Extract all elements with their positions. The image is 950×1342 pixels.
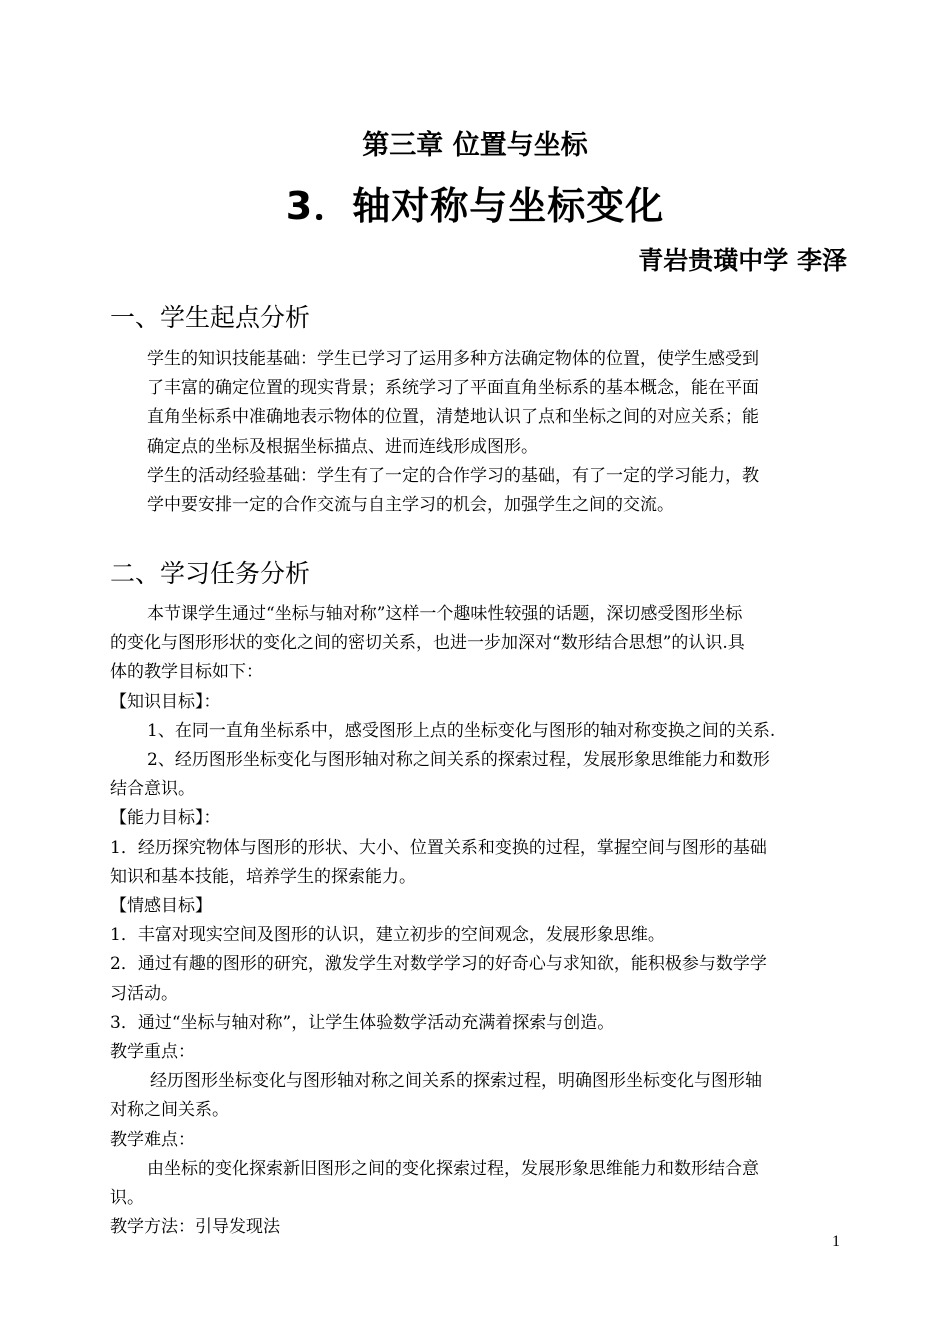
text-line: 对称之间关系。 bbox=[110, 1100, 229, 1121]
text-line: 经历图形坐标变化与图形轴对称之间关系的探索过程，明确图形坐标变化与图形轴 bbox=[150, 1071, 762, 1092]
chapter-heading: 第三章 位置与坐标 bbox=[362, 130, 588, 161]
text-line: 1．丰富对现实空间及图形的认识，建立初步的空间观念，发展形象思维。 bbox=[110, 925, 665, 946]
text-line: 结合意识。 bbox=[110, 779, 195, 800]
page-number: 1 bbox=[832, 1233, 840, 1250]
text-line: 的变化与图形形状的变化之间的密切关系，也进一步加深对“数形结合思想”的认识.具 bbox=[110, 633, 745, 654]
text-line: 3．通过“坐标与轴对称”，让学生体验数学活动充满着探索与创造。 bbox=[110, 1012, 615, 1033]
lesson-title: 3．轴对称与坐标变化 bbox=[285, 184, 665, 228]
text-line: 1．经历探究物体与图形的形状、大小、位置关系和变换的过程，掌握空间与图形的基础 bbox=[110, 837, 767, 858]
section-heading-task-analysis: 二、学习任务分析 bbox=[110, 559, 311, 588]
text-line: 由坐标的变化探索新旧图形之间的变化探索过程，发展形象思维能力和数形结合意 bbox=[147, 1158, 759, 1179]
teaching-method-line: 教学方法：引导发现法 bbox=[110, 1217, 280, 1238]
section-heading-student-analysis: 一、学生起点分析 bbox=[110, 303, 311, 332]
text-line: 习活动。 bbox=[110, 983, 178, 1004]
text-line: 2、经历图形坐标变化与图形轴对称之间关系的探索过程，发展形象思维能力和数形 bbox=[147, 750, 770, 771]
text-line: 2．通过有趣的图形的研究，激发学生对数学学习的好奇心与求知欲，能积极参与数学学 bbox=[110, 954, 767, 975]
text-line: 识。 bbox=[110, 1188, 144, 1209]
text-line: 学中要安排一定的合作交流与自主学习的机会，加强学生之间的交流。 bbox=[147, 495, 674, 516]
task-analysis-body bbox=[110, 600, 850, 1242]
text-line: 了丰富的确定位置的现实背景；系统学习了平面直角坐标系的基本概念，能在平面 bbox=[147, 378, 759, 399]
text-line: 知识和基本技能，培养学生的探索能力。 bbox=[110, 866, 416, 887]
ability-goal-label: 【能力目标】： bbox=[110, 808, 221, 829]
text-line: 确定点的坐标及根据坐标描点、进而连线形成图形。 bbox=[147, 436, 538, 457]
text-line: 体的教学目标如下： bbox=[110, 662, 263, 683]
knowledge-goal-label: 【知识目标】： bbox=[110, 691, 221, 712]
emotion-goal-label: 【情感目标】 bbox=[110, 896, 212, 917]
text-line: 直角坐标系中准确地表示物体的位置，清楚地认识了点和坐标之间的对应关系；能 bbox=[147, 407, 759, 428]
student-analysis-paragraph bbox=[110, 345, 850, 520]
text-line: 学生的活动经验基础：学生有了一定的合作学习的基础，有了一定的学习能力，教 bbox=[147, 465, 759, 486]
author-line: 青岩贵璜中学 李泽 bbox=[638, 246, 847, 275]
key-point-label: 教学重点： bbox=[110, 1042, 195, 1063]
difficulty-label: 教学难点： bbox=[110, 1129, 195, 1150]
text-line: 本节课学生通过“坐标与轴对称”这样一个趣味性较强的话题，深切感受图形坐标 bbox=[147, 604, 743, 624]
text-line: 学生的知识技能基础：学生已学习了运用多种方法确定物体的位置，使学生感受到 bbox=[147, 349, 759, 369]
text-line: 1、在同一直角坐标系中，感受图形上点的坐标变化与图形的轴对称变换之间的关系. bbox=[147, 720, 776, 741]
